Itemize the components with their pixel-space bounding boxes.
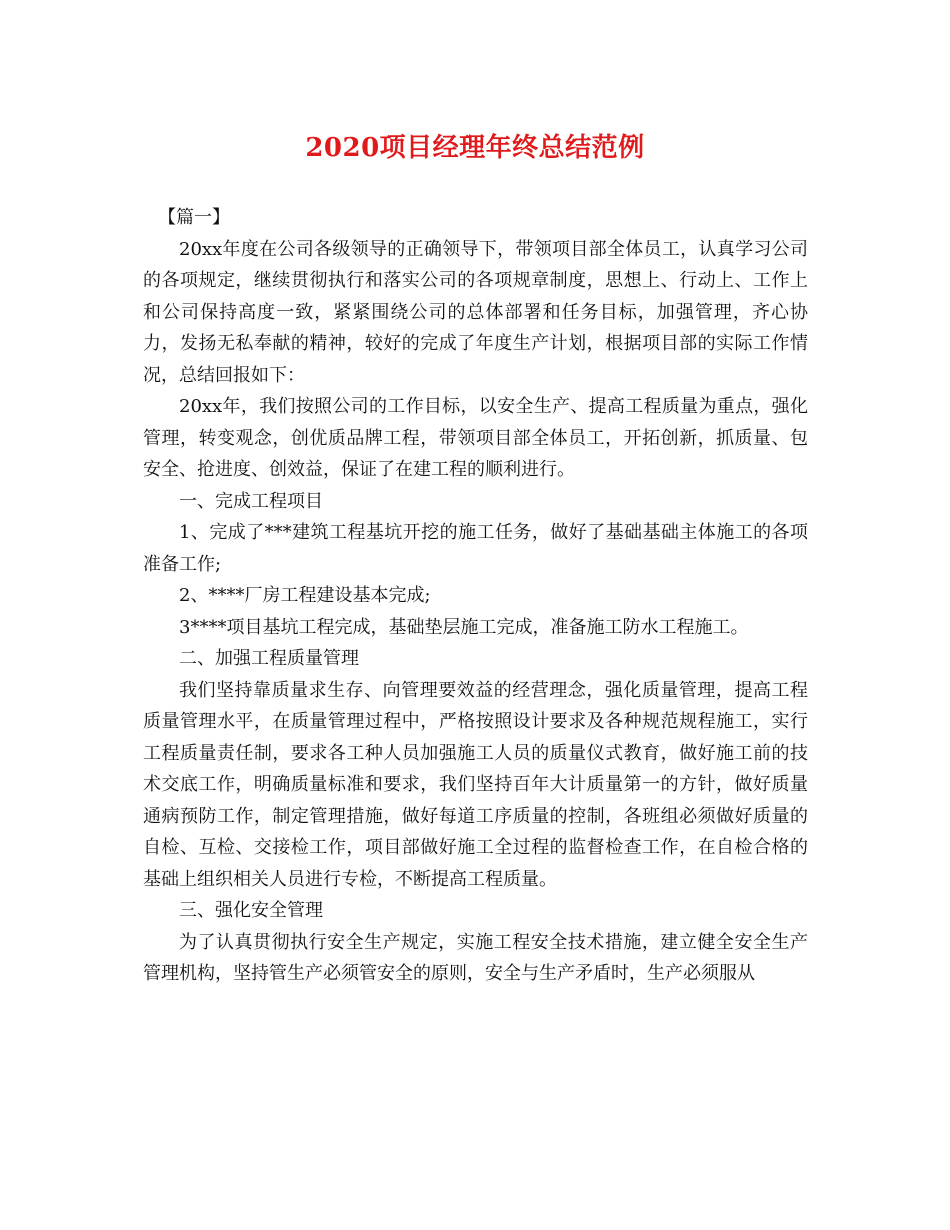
document-title: 2020项目经理年终总结范例 (305, 133, 645, 163)
heading-completed-projects: 一、完成工程项目 (179, 490, 323, 512)
heading-quality-management: 二、加强工程质量管理 (179, 648, 359, 669)
goals-paragraph: 20xx年，我们按照公司的工作目标，以安全生产、提高工程质量为重点，强化管理，转变观念，创优质品牌工程，带领项目部全体员工，开拓创新，抓质量、包安全、抢进度、创效益，保证了在建工程的顺利进行。 (143, 396, 808, 480)
document-body (143, 202, 808, 990)
heading-safety-management: 三、强化安全管理 (179, 900, 323, 921)
section-marker: 【篇一】 (158, 207, 230, 228)
list-item: 1、完成了***建筑工程基坑开挖的施工任务，做好了基础基础主体施工的各项准备工作; (143, 522, 808, 575)
safety-paragraph: 为了认真贯彻执行安全生产规定，实施工程安全技术措施，建立健全安全生产管理机构，坚持管生产必须管安全的原则，安全与生产矛盾时，生产必须服从 (143, 931, 808, 984)
intro-paragraph: 20xx年度在公司各级领导的正确领导下，带领项目部全体员工，认真学习公司的各项规定，继续贯彻执行和落实公司的各项规章制度，思想上、行动上、工作上和公司保持高度一致，紧紧围绕公司的总体部署和任务目标，加强管理，齐心协力，发扬无私奉献的精神，较好的完成了年度生产计划，根据项目部的实际工作情况，总结回报如下： (143, 238, 808, 386)
quality-paragraph: 我们坚持靠质量求生存、向管理要效益的经营理念，强化质量管理，提高工程质量管理水平，在质量管理过程中，严格按照设计要求及各种规范规程施工，实行工程质量责任制，要求各工种人员加强施工人员的质量仪式教育，做好施工前的技术交底工作，明确质量标准和要求，我们坚持百年大计质量第一的方针，做好质量通病预防工作，制定管理措施，做好每道工序质量的控制，各班组必须做好质量的自检、互检、交接检工作，项目部做好施工全过程的监督检查工作，在自检合格的基础上组织相关人员进行专检，不断提高工程质量。 (143, 679, 808, 890)
list-item: 3****项目基坑工程完成，基础垫层施工完成，准备施工防水工程施工。 (179, 616, 749, 638)
list-item: 2、****厂房工程建设基本完成; (179, 585, 431, 606)
